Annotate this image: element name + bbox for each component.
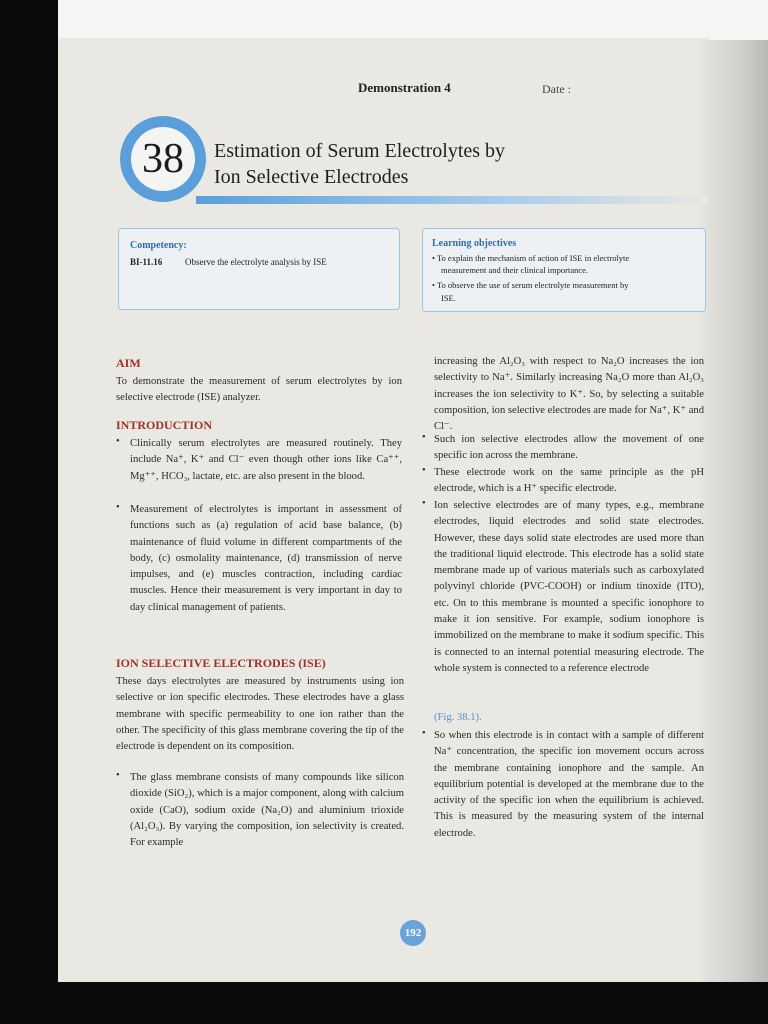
intro-bullet-1: Clinically serum electrolytes are measured routinely. They include Na⁺, K⁺ and Cl⁻ even though other ions like Ca⁺⁺, Mg⁺⁺, HCO₃, lactate, etc. are also present in the blood. bbox=[130, 438, 402, 482]
right-bullet-4: So when this electrode is in contact with a sample of different Na⁺ concentration, the specific ion movement occurs across the membrane containing ionophore and the sample. An equilibrium potential is developed at the membrane due to the activity of the specific ion when the equilibrium is achieved. This is measured by the measuring system of the internal electrode. bbox=[434, 730, 704, 839]
bullet-dot: • bbox=[116, 436, 120, 447]
scan-left-edge bbox=[0, 0, 58, 1024]
chapter-title-line1: Estimation of Serum Electrolytes by bbox=[214, 140, 506, 162]
title-underline-band bbox=[196, 196, 708, 204]
right-bullet-1: Such ion selective electrodes allow the movement of one specific ion across the membrane. bbox=[434, 434, 704, 462]
ise-heading: ION SELECTIVE ELECTRODES (ISE) bbox=[116, 656, 326, 670]
chapter-number: 38 bbox=[131, 127, 195, 191]
bullet-dot: • bbox=[116, 502, 120, 513]
bullet-dot: • bbox=[116, 770, 120, 781]
introduction-heading: INTRODUCTION bbox=[116, 418, 213, 432]
right-bullet-2: These electrode work on the same principle as the pH electrode, which is a H⁺ specific electrode. bbox=[434, 467, 704, 495]
learning-objective-2b: ISE. bbox=[441, 293, 456, 303]
competency-code: BI-11.16 bbox=[130, 257, 163, 267]
competency-heading: Competency: bbox=[130, 240, 187, 251]
ise-bullet-1: The glass membrane consists of many compounds like silicon dioxide (SiO₂), which is a major component, along with calcium oxide (CaO), sodium oxide (Na₂O) and aluminium trioxide (Al₂O₃). By varying the composition, ion selectivity is created. For example bbox=[130, 772, 404, 849]
bullet-dot: • bbox=[422, 432, 426, 443]
competency-text: Observe the electrolyte analysis by ISE bbox=[185, 257, 327, 267]
bullet-dot: • bbox=[422, 465, 426, 476]
learning-objectives-heading: Learning objectives bbox=[432, 238, 517, 249]
chapter-number-badge bbox=[120, 116, 206, 202]
figure-reference: (Fig. 38.1). bbox=[434, 712, 482, 723]
page-gutter-shadow bbox=[700, 40, 768, 984]
date-label: Date : bbox=[542, 82, 571, 96]
demonstration-label: Demonstration 4 bbox=[358, 80, 451, 95]
right-column-continuation: increasing the Al₂O₃ with respect to Na₂O increases the ion selectivity to Na⁺. Similarly increasing Na₂O more than Al₂O₃ increases the ion selectivity to K⁺. So, by selecting a suitable composition, ion selective electrodes are made for Na⁺, K⁺ and Cl⁻. bbox=[434, 356, 704, 433]
learning-objective-1a: • To explain the mechanism of action of ISE in electrolyte bbox=[432, 253, 630, 263]
aim-text: To demonstrate the measurement of serum electrolytes by ion selective electrode (ISE) analyzer. bbox=[116, 376, 402, 404]
learning-objective-1b: measurement and their clinical importance. bbox=[441, 265, 589, 275]
chapter-title-line2: Ion Selective Electrodes bbox=[214, 166, 409, 188]
bullet-dot: • bbox=[422, 498, 426, 509]
scan-bottom-edge bbox=[0, 982, 768, 1024]
aim-heading: AIM bbox=[116, 356, 141, 370]
right-bullet-3: Ion selective electrodes are of many types, e.g., membrane electrodes, liquid electrodes and solid state electrodes. However, these days solid state electrodes are used more than the traditional liquid electrode. This electrode has a solid state membrane made up of various materials such as carboxylated polyvinyl chloride (PVC-COOH) or indium tinoxide (ITO), etc. On to this membrane is mounted a specific ionophore to make it ion sensitive. For example, sodium ionophore is immobilized on the membrane to make it sodium specific. This is connected to an internal potential measuring electrode. The whole system is connected to a reference electrode bbox=[434, 500, 704, 674]
learning-objective-2a: • To observe the use of serum electrolyte measurement by bbox=[432, 280, 629, 290]
intro-bullet-2: Measurement of electrolytes is important in assessment of functions such as (a) regulation of acid base balance, (b) maintenance of fluid volume in different compartments of the body, (c) osmolality maintenance, (d) transmission of nerve impulses, and (e) muscles contraction, including cardiac muscles. Hence their measurement is very important in day to day clinical management of patients. bbox=[130, 504, 402, 613]
page-number: 192 bbox=[400, 920, 426, 946]
bullet-dot: • bbox=[422, 728, 426, 739]
ise-paragraph: These days electrolytes are measured by instruments using ion selective or ion specific electrodes. These electrodes have a glass membrane with specific permeability to one ion rather than the other. The specificity of this glass membrane covering the tip of the electrode is dependent on its composition. bbox=[116, 676, 404, 753]
